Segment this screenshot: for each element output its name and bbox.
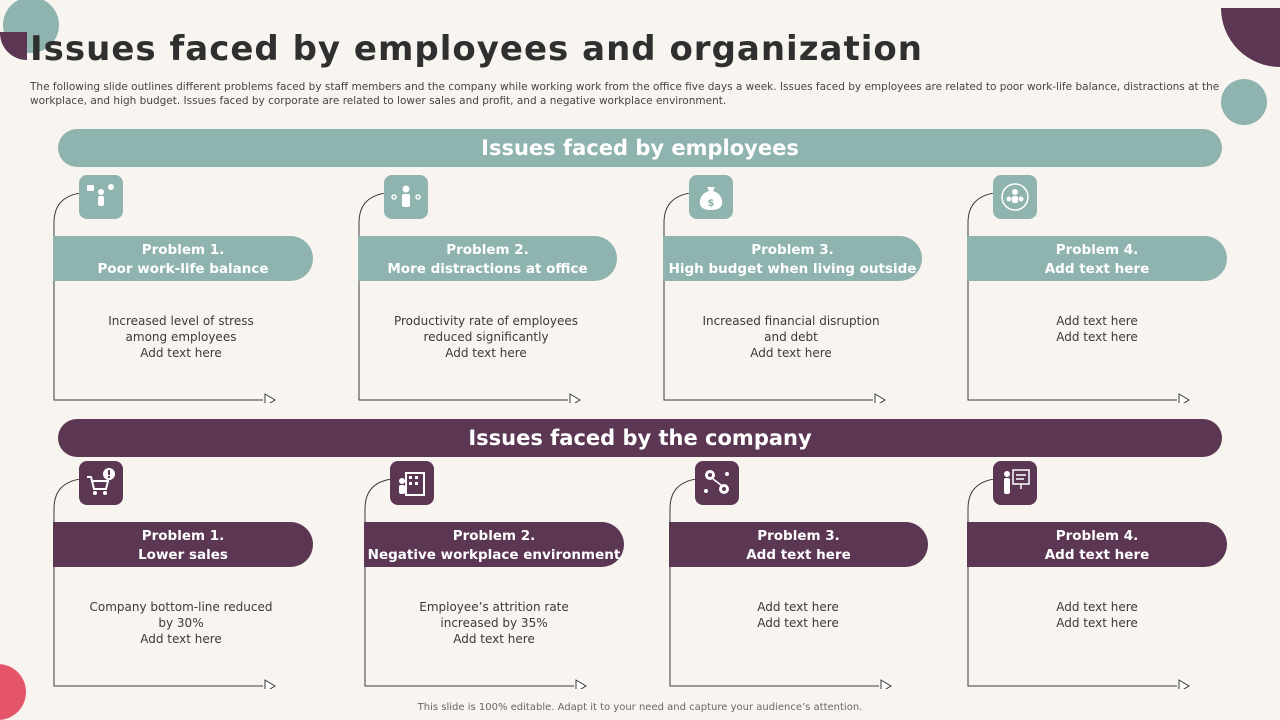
bracket-arrow	[364, 479, 634, 689]
problem-title: Add text here	[746, 547, 851, 563]
detail-line: Add text here	[750, 346, 832, 360]
detail-line: Productivity rate of employees	[393, 314, 578, 328]
page-title: Issues faced by employees and organization	[30, 29, 923, 69]
problem-number: Problem 4.	[1055, 528, 1139, 544]
office-building-icon	[390, 461, 434, 505]
problem-number: Problem 4.	[1055, 242, 1139, 258]
problem-title: Negative workplace environment	[367, 547, 621, 563]
slide-description: The following slide outlines different problems faced by staff members and the company while working work from the office five days a week. Issues faced by employees are related to poor work-life balance, distractions at the workplace, and high budget. Issues faced by corporate are related to lower sales and profit, and a negative workplace environment.	[30, 81, 1220, 107]
employee-problem-card-3	[663, 175, 933, 405]
company-section-heading: Issues faced by the company	[58, 419, 1222, 457]
problem-title: Lower sales	[138, 547, 228, 563]
problem-number: Problem 3.	[757, 528, 840, 544]
distraction-icon	[384, 175, 428, 219]
detail-line: Add text here	[445, 346, 527, 360]
detail-line: Increased financial disruption	[702, 314, 880, 328]
detail-line: Increased level of stress	[108, 314, 254, 328]
problem-title: Poor work-life balance	[97, 261, 269, 277]
detail-line: Add text here	[1056, 616, 1138, 630]
problem-number: Problem 2.	[452, 528, 536, 544]
money-bag-icon	[689, 175, 733, 219]
problem-number: Problem 3.	[751, 242, 834, 258]
team-network-icon	[993, 175, 1037, 219]
detail-line: Add text here	[140, 346, 222, 360]
detail-line: Employee’s attrition rate	[419, 600, 569, 614]
company-problem-card-4	[967, 461, 1237, 691]
bracket-arrow	[663, 193, 933, 403]
detail-line: by 30%	[158, 616, 204, 630]
detail-line: and debt	[764, 330, 818, 344]
bracket-arrow	[53, 479, 323, 689]
cart-alert-icon	[79, 461, 123, 505]
bracket-arrow	[967, 193, 1237, 403]
detail-line: Add text here	[453, 632, 535, 646]
detail-line: Add text here	[1056, 600, 1138, 614]
problem-title: Add text here	[1044, 261, 1150, 277]
employee-problem-card-1	[53, 175, 323, 405]
detail-line: reduced significantly	[423, 330, 549, 344]
problem-title: Add text here	[1044, 547, 1150, 563]
bracket-arrow	[358, 193, 628, 403]
employee-problem-card-4	[967, 175, 1237, 405]
footer-note: This slide is 100% editable. Adapt it to your need and capture your audience’s attention.	[417, 702, 863, 713]
bracket-arrow	[669, 479, 939, 689]
detail-line: Add text here	[757, 600, 839, 614]
bracket-arrow	[967, 479, 1237, 689]
company-problem-card-3	[669, 461, 939, 691]
employees-section-heading: Issues faced by employees	[58, 129, 1222, 167]
work-life-balance-icon	[79, 175, 123, 219]
detail-line: increased by 35%	[440, 616, 548, 630]
svg-text:$: $	[707, 198, 715, 209]
presentation-icon	[993, 461, 1037, 505]
detail-line: among employees	[125, 330, 237, 344]
detail-line: Company bottom-line reduced	[89, 600, 273, 614]
detail-line: Add text here	[140, 632, 222, 646]
detail-line: Add text here	[1056, 330, 1138, 344]
bracket-arrow	[53, 193, 323, 403]
detail-line: Add text here	[757, 616, 839, 630]
problem-number: Problem 2.	[446, 242, 529, 258]
problem-number: Problem 1.	[141, 528, 225, 544]
company-problem-card-1	[53, 461, 323, 691]
problem-title: High budget when living outside	[668, 261, 917, 277]
problem-number: Problem 1.	[141, 242, 225, 258]
company-problem-card-2	[364, 461, 634, 691]
problem-title: More distractions at office	[387, 261, 588, 277]
network-settings-icon	[695, 461, 739, 505]
employee-problem-card-2	[358, 175, 628, 405]
detail-line: Add text here	[1056, 314, 1138, 328]
decor-top-right	[1218, 4, 1280, 128]
